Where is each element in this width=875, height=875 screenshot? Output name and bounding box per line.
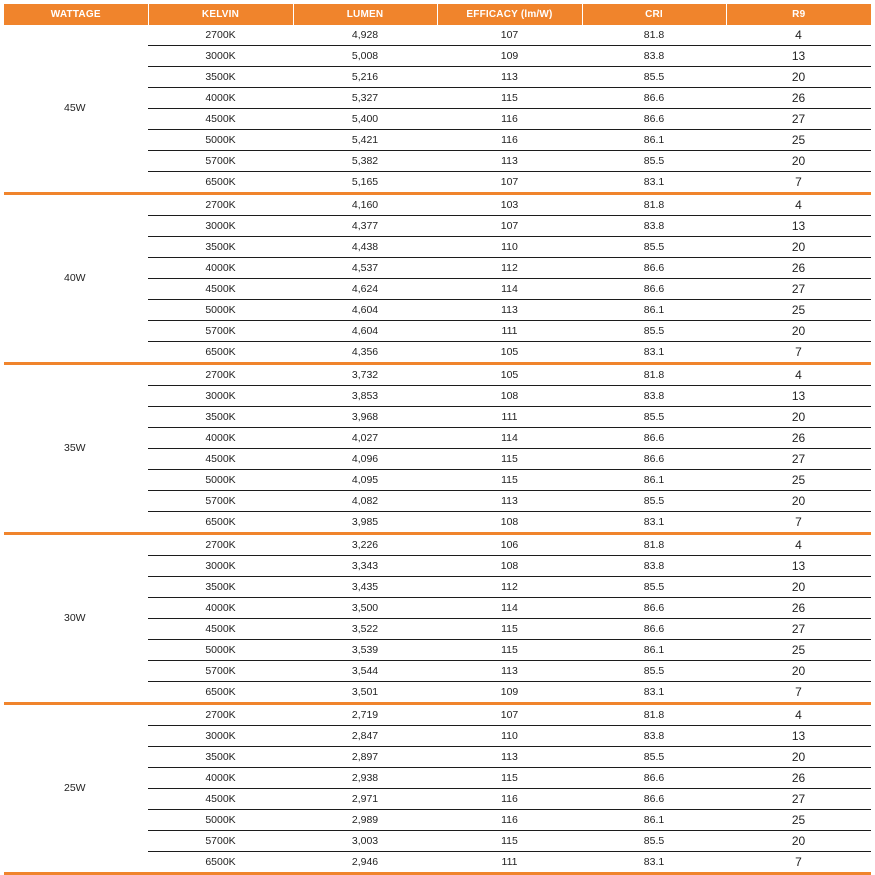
r9-cell: 27 <box>726 789 871 810</box>
efficacy-cell: 116 <box>437 109 582 130</box>
kelvin-cell: 3000K <box>148 46 293 67</box>
cri-cell: 85.5 <box>582 321 726 342</box>
r9-cell: 7 <box>726 342 871 364</box>
kelvin-cell: 2700K <box>148 364 293 386</box>
efficacy-cell: 112 <box>437 258 582 279</box>
lumen-cell: 2,938 <box>293 768 437 789</box>
lumen-cell: 4,438 <box>293 237 437 258</box>
r9-cell: 7 <box>726 682 871 704</box>
cri-cell: 85.5 <box>582 577 726 598</box>
lumen-cell: 4,160 <box>293 194 437 216</box>
efficacy-cell: 107 <box>437 172 582 194</box>
efficacy-cell: 116 <box>437 789 582 810</box>
kelvin-cell: 4000K <box>148 428 293 449</box>
efficacy-cell: 115 <box>437 768 582 789</box>
cri-cell: 85.5 <box>582 747 726 768</box>
r9-cell: 13 <box>726 726 871 747</box>
wattage-cell: 40W <box>4 194 148 364</box>
lumen-cell: 4,356 <box>293 342 437 364</box>
r9-cell: 4 <box>726 364 871 386</box>
r9-cell: 20 <box>726 577 871 598</box>
kelvin-cell: 4500K <box>148 619 293 640</box>
kelvin-cell: 5700K <box>148 661 293 682</box>
kelvin-cell: 6500K <box>148 682 293 704</box>
cri-cell: 86.6 <box>582 768 726 789</box>
lumen-cell: 2,989 <box>293 810 437 831</box>
cri-cell: 81.8 <box>582 534 726 556</box>
table-row <box>4 364 871 386</box>
cri-cell: 85.5 <box>582 407 726 428</box>
header-wattage: WATTAGE <box>4 4 148 25</box>
r9-cell: 20 <box>726 67 871 88</box>
cri-cell: 85.5 <box>582 831 726 852</box>
cri-cell: 86.6 <box>582 279 726 300</box>
kelvin-cell: 5000K <box>148 470 293 491</box>
r9-cell: 26 <box>726 258 871 279</box>
r9-cell: 20 <box>726 407 871 428</box>
efficacy-cell: 108 <box>437 386 582 407</box>
cri-cell: 81.8 <box>582 704 726 726</box>
lumen-cell: 5,400 <box>293 109 437 130</box>
header-cri: CRI <box>582 4 726 25</box>
kelvin-cell: 5700K <box>148 831 293 852</box>
lumen-cell: 4,096 <box>293 449 437 470</box>
efficacy-cell: 115 <box>437 640 582 661</box>
header-r9: R9 <box>726 4 871 25</box>
kelvin-cell: 3000K <box>148 726 293 747</box>
kelvin-cell: 4000K <box>148 258 293 279</box>
r9-cell: 25 <box>726 640 871 661</box>
cri-cell: 85.5 <box>582 67 726 88</box>
cri-cell: 86.6 <box>582 258 726 279</box>
kelvin-cell: 6500K <box>148 342 293 364</box>
kelvin-cell: 2700K <box>148 704 293 726</box>
cri-cell: 83.1 <box>582 512 726 534</box>
lumen-cell: 3,732 <box>293 364 437 386</box>
efficacy-cell: 115 <box>437 88 582 109</box>
efficacy-cell: 114 <box>437 598 582 619</box>
wattage-cell: 25W <box>4 704 148 874</box>
r9-cell: 13 <box>726 556 871 577</box>
cri-cell: 86.6 <box>582 598 726 619</box>
r9-cell: 26 <box>726 768 871 789</box>
kelvin-cell: 5000K <box>148 810 293 831</box>
efficacy-cell: 109 <box>437 682 582 704</box>
kelvin-cell: 3000K <box>148 556 293 577</box>
r9-cell: 25 <box>726 130 871 151</box>
kelvin-cell: 2700K <box>148 25 293 46</box>
efficacy-cell: 105 <box>437 342 582 364</box>
r9-cell: 20 <box>726 747 871 768</box>
header-row <box>4 4 871 25</box>
lumen-cell: 3,343 <box>293 556 437 577</box>
lumen-cell: 4,095 <box>293 470 437 491</box>
r9-cell: 26 <box>726 88 871 109</box>
lumen-cell: 5,327 <box>293 88 437 109</box>
cri-cell: 83.8 <box>582 386 726 407</box>
r9-cell: 4 <box>726 194 871 216</box>
efficacy-cell: 115 <box>437 831 582 852</box>
table-body <box>4 25 871 874</box>
table-row <box>4 704 871 726</box>
header-kelvin: KELVIN <box>148 4 293 25</box>
efficacy-cell: 113 <box>437 661 582 682</box>
r9-cell: 20 <box>726 661 871 682</box>
efficacy-cell: 109 <box>437 46 582 67</box>
header-lumen: LUMEN <box>293 4 437 25</box>
r9-cell: 20 <box>726 237 871 258</box>
cri-cell: 86.6 <box>582 789 726 810</box>
lumen-cell: 5,165 <box>293 172 437 194</box>
r9-cell: 7 <box>726 512 871 534</box>
kelvin-cell: 4500K <box>148 109 293 130</box>
lumen-cell: 3,853 <box>293 386 437 407</box>
r9-cell: 13 <box>726 216 871 237</box>
r9-cell: 4 <box>726 534 871 556</box>
wattage-cell: 30W <box>4 534 148 704</box>
cri-cell: 85.5 <box>582 151 726 172</box>
efficacy-cell: 115 <box>437 470 582 491</box>
table-row <box>4 25 871 46</box>
cri-cell: 83.1 <box>582 852 726 874</box>
lumen-cell: 3,501 <box>293 682 437 704</box>
r9-cell: 20 <box>726 151 871 172</box>
kelvin-cell: 5700K <box>148 151 293 172</box>
kelvin-cell: 4000K <box>148 768 293 789</box>
cri-cell: 83.1 <box>582 342 726 364</box>
r9-cell: 27 <box>726 619 871 640</box>
r9-cell: 7 <box>726 172 871 194</box>
cri-cell: 86.1 <box>582 810 726 831</box>
lumen-cell: 2,847 <box>293 726 437 747</box>
r9-cell: 4 <box>726 25 871 46</box>
lumen-cell: 2,719 <box>293 704 437 726</box>
efficacy-cell: 103 <box>437 194 582 216</box>
kelvin-cell: 2700K <box>148 194 293 216</box>
cri-cell: 83.8 <box>582 216 726 237</box>
cri-cell: 86.6 <box>582 619 726 640</box>
lumen-cell: 4,082 <box>293 491 437 512</box>
efficacy-cell: 114 <box>437 279 582 300</box>
kelvin-cell: 4000K <box>148 88 293 109</box>
cri-cell: 81.8 <box>582 25 726 46</box>
lumen-cell: 4,604 <box>293 321 437 342</box>
kelvin-cell: 3000K <box>148 386 293 407</box>
cri-cell: 83.8 <box>582 726 726 747</box>
efficacy-cell: 106 <box>437 534 582 556</box>
lumen-cell: 4,377 <box>293 216 437 237</box>
efficacy-cell: 107 <box>437 704 582 726</box>
r9-cell: 4 <box>726 704 871 726</box>
lumen-cell: 3,226 <box>293 534 437 556</box>
kelvin-cell: 3500K <box>148 237 293 258</box>
kelvin-cell: 5700K <box>148 491 293 512</box>
cri-cell: 83.8 <box>582 556 726 577</box>
r9-cell: 20 <box>726 321 871 342</box>
lumen-cell: 3,522 <box>293 619 437 640</box>
wattage-cell: 35W <box>4 364 148 534</box>
cri-cell: 83.1 <box>582 172 726 194</box>
r9-cell: 13 <box>726 386 871 407</box>
header-efficacy: EFFICACY (lm/W) <box>437 4 582 25</box>
cri-cell: 86.6 <box>582 109 726 130</box>
cri-cell: 81.8 <box>582 364 726 386</box>
efficacy-cell: 108 <box>437 512 582 534</box>
wattage-cell: 45W <box>4 25 148 194</box>
table-header <box>4 4 871 25</box>
lumen-cell: 5,008 <box>293 46 437 67</box>
lumen-cell: 4,604 <box>293 300 437 321</box>
r9-cell: 25 <box>726 470 871 491</box>
table-row <box>4 194 871 216</box>
lumen-cell: 2,971 <box>293 789 437 810</box>
efficacy-cell: 115 <box>437 619 582 640</box>
efficacy-cell: 113 <box>437 747 582 768</box>
efficacy-cell: 111 <box>437 407 582 428</box>
lumen-cell: 4,624 <box>293 279 437 300</box>
lumen-cell: 5,382 <box>293 151 437 172</box>
cri-cell: 86.1 <box>582 470 726 491</box>
efficacy-cell: 107 <box>437 25 582 46</box>
lumen-cell: 3,544 <box>293 661 437 682</box>
photometric-spec-table <box>4 4 871 875</box>
cri-cell: 83.8 <box>582 46 726 67</box>
lumen-cell: 3,985 <box>293 512 437 534</box>
lumen-cell: 2,897 <box>293 747 437 768</box>
efficacy-cell: 110 <box>437 237 582 258</box>
efficacy-cell: 113 <box>437 491 582 512</box>
lumen-cell: 3,003 <box>293 831 437 852</box>
lumen-cell: 3,539 <box>293 640 437 661</box>
lumen-cell: 2,946 <box>293 852 437 874</box>
kelvin-cell: 4000K <box>148 598 293 619</box>
r9-cell: 20 <box>726 491 871 512</box>
cri-cell: 86.6 <box>582 88 726 109</box>
cri-cell: 86.6 <box>582 428 726 449</box>
cri-cell: 86.6 <box>582 449 726 470</box>
efficacy-cell: 111 <box>437 852 582 874</box>
kelvin-cell: 5000K <box>148 300 293 321</box>
efficacy-cell: 115 <box>437 449 582 470</box>
r9-cell: 7 <box>726 852 871 874</box>
r9-cell: 27 <box>726 449 871 470</box>
lumen-cell: 5,216 <box>293 67 437 88</box>
kelvin-cell: 3000K <box>148 216 293 237</box>
kelvin-cell: 3500K <box>148 577 293 598</box>
cri-cell: 86.1 <box>582 130 726 151</box>
lumen-cell: 4,027 <box>293 428 437 449</box>
cri-cell: 85.5 <box>582 661 726 682</box>
cri-cell: 86.1 <box>582 300 726 321</box>
r9-cell: 26 <box>726 428 871 449</box>
r9-cell: 20 <box>726 831 871 852</box>
lumen-cell: 4,928 <box>293 25 437 46</box>
efficacy-cell: 113 <box>437 67 582 88</box>
r9-cell: 26 <box>726 598 871 619</box>
cri-cell: 85.5 <box>582 237 726 258</box>
efficacy-cell: 113 <box>437 300 582 321</box>
kelvin-cell: 3500K <box>148 407 293 428</box>
efficacy-cell: 116 <box>437 130 582 151</box>
efficacy-cell: 114 <box>437 428 582 449</box>
lumen-cell: 3,500 <box>293 598 437 619</box>
kelvin-cell: 4500K <box>148 789 293 810</box>
efficacy-cell: 108 <box>437 556 582 577</box>
lumen-cell: 4,537 <box>293 258 437 279</box>
r9-cell: 25 <box>726 300 871 321</box>
table-row <box>4 534 871 556</box>
efficacy-cell: 107 <box>437 216 582 237</box>
efficacy-cell: 111 <box>437 321 582 342</box>
kelvin-cell: 5000K <box>148 640 293 661</box>
efficacy-cell: 110 <box>437 726 582 747</box>
lumen-cell: 5,421 <box>293 130 437 151</box>
kelvin-cell: 6500K <box>148 512 293 534</box>
kelvin-cell: 3500K <box>148 67 293 88</box>
kelvin-cell: 5000K <box>148 130 293 151</box>
lumen-cell: 3,435 <box>293 577 437 598</box>
cri-cell: 85.5 <box>582 491 726 512</box>
kelvin-cell: 5700K <box>148 321 293 342</box>
r9-cell: 25 <box>726 810 871 831</box>
efficacy-cell: 105 <box>437 364 582 386</box>
lumen-cell: 3,968 <box>293 407 437 428</box>
efficacy-cell: 113 <box>437 151 582 172</box>
kelvin-cell: 2700K <box>148 534 293 556</box>
efficacy-cell: 116 <box>437 810 582 831</box>
kelvin-cell: 3500K <box>148 747 293 768</box>
r9-cell: 13 <box>726 46 871 67</box>
kelvin-cell: 6500K <box>148 852 293 874</box>
efficacy-cell: 112 <box>437 577 582 598</box>
cri-cell: 86.1 <box>582 640 726 661</box>
kelvin-cell: 4500K <box>148 449 293 470</box>
r9-cell: 27 <box>726 279 871 300</box>
kelvin-cell: 4500K <box>148 279 293 300</box>
spec-table-container <box>4 4 871 875</box>
kelvin-cell: 6500K <box>148 172 293 194</box>
r9-cell: 27 <box>726 109 871 130</box>
cri-cell: 81.8 <box>582 194 726 216</box>
cri-cell: 83.1 <box>582 682 726 704</box>
